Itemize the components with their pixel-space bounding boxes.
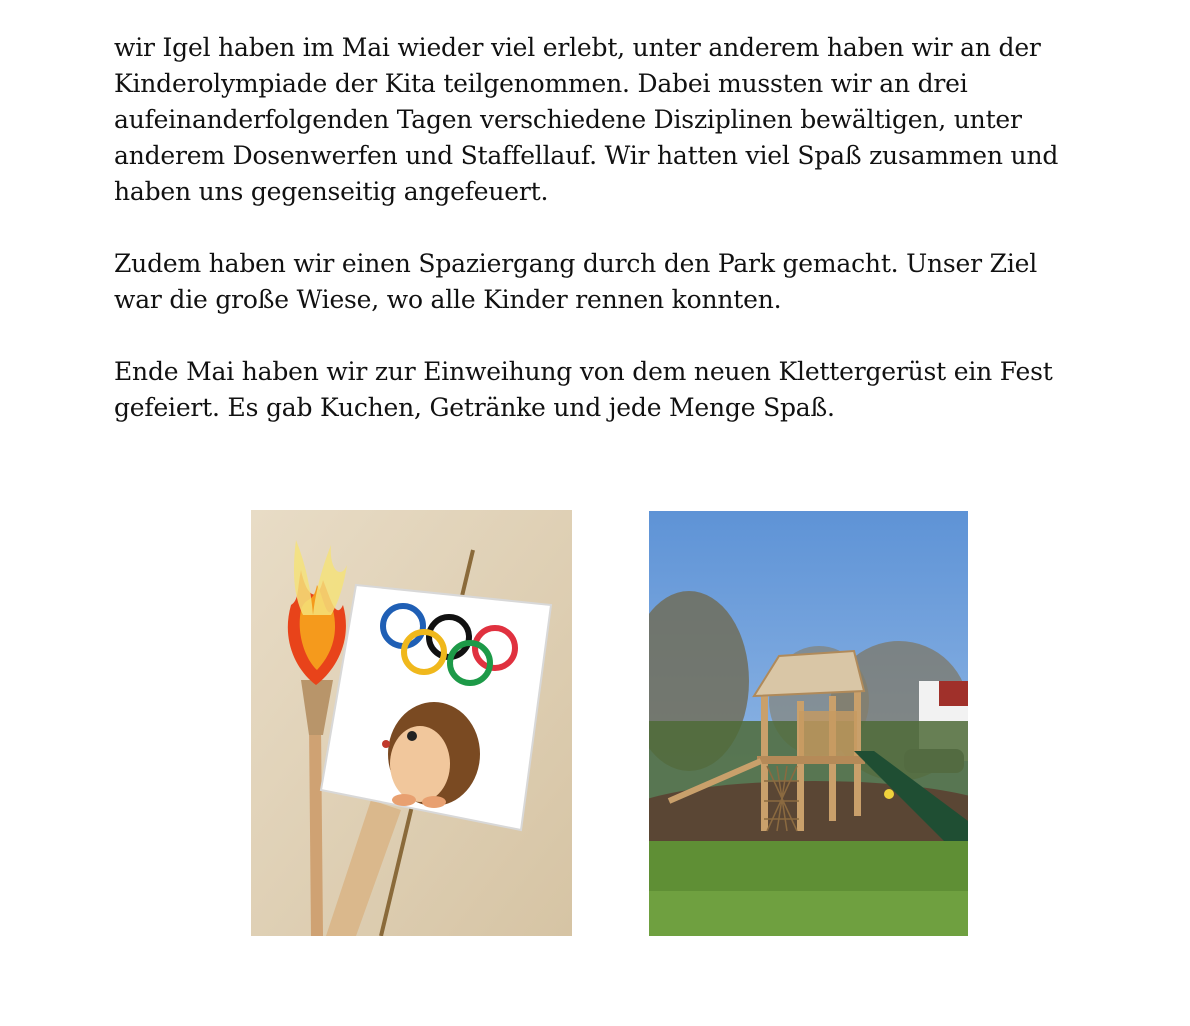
paragraph-olympics: wir Igel haben im Mai wieder viel erlebt, unter anderem haben wir an der Kinderolympiade der Kita teilgenommen. Dabei mussten wir an drei aufeinanderfolgenden Tagen verschiedene Disziplinen bewältigen, unter anderem Dosenwerfen und Staffellauf. Wir hatten viel Spaß zusammen und haben uns gegenseitig angefeuert. (114, 33, 1059, 206)
playground-photo (649, 511, 968, 936)
article-text (114, 30, 1114, 462)
paragraph-walk: Zudem haben wir einen Spaziergang durch den Park gemacht. Unser Ziel war die große Wiese, wo alle Kinder rennen konnten. (114, 249, 1038, 314)
paragraph-party: Ende Mai haben wir zur Einweihung von dem neuen Klettergerüst ein Fest gefeiert. Es gab Kuchen, Getränke und jede Menge Spaß. (114, 357, 1053, 422)
torch-photo (251, 510, 572, 936)
